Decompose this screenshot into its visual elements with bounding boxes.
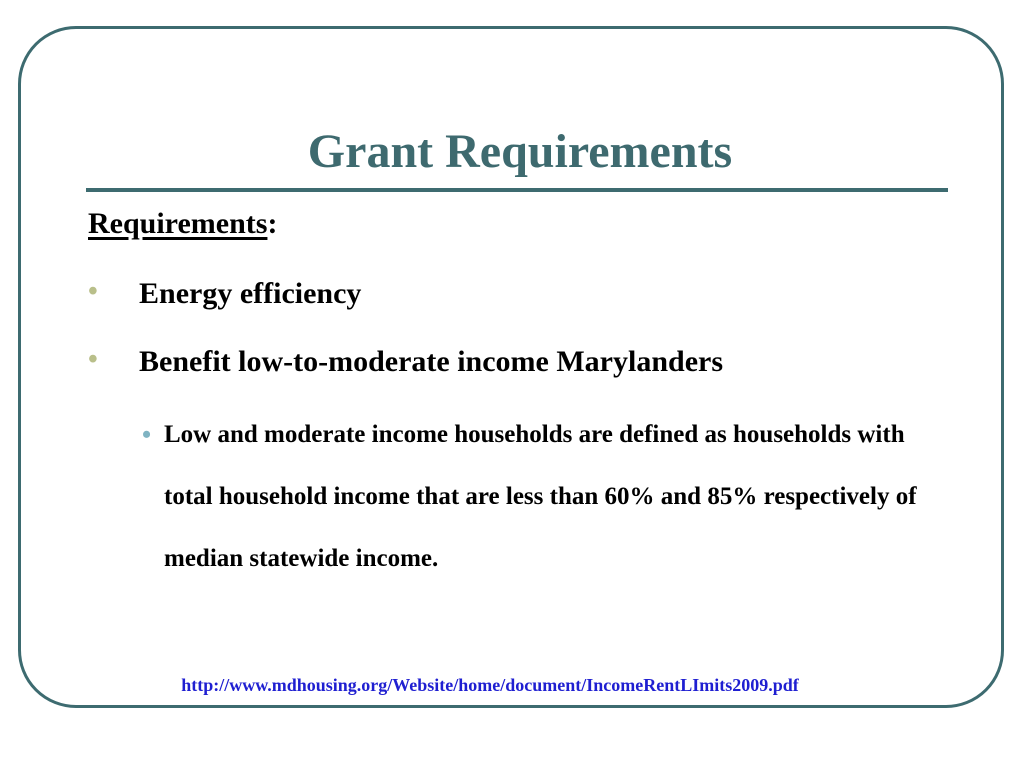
requirements-heading-label: Requirements xyxy=(88,207,268,240)
source-link[interactable]: http://www.mdhousing.org/Website/home/document/IncomeRentLImits2009.pdf xyxy=(181,675,799,695)
sub-bullet-text: Low and moderate income households are defined as households with total household income that are less than 60% and 85% respectively of median statewide income. xyxy=(164,421,917,572)
bullet-dot-icon: • xyxy=(88,276,98,307)
slide-title: Grant Requirements xyxy=(307,125,733,178)
sub-bullet-dot-icon: • xyxy=(142,420,152,449)
requirements-heading xyxy=(88,204,277,244)
title-divider xyxy=(86,188,948,192)
bullet-dot-icon: • xyxy=(88,344,98,375)
bullet-text: Benefit low-to-moderate income Marylanders xyxy=(139,345,724,378)
requirements-heading-colon: : xyxy=(267,207,278,240)
bullet-text: Energy efficiency xyxy=(139,277,362,310)
